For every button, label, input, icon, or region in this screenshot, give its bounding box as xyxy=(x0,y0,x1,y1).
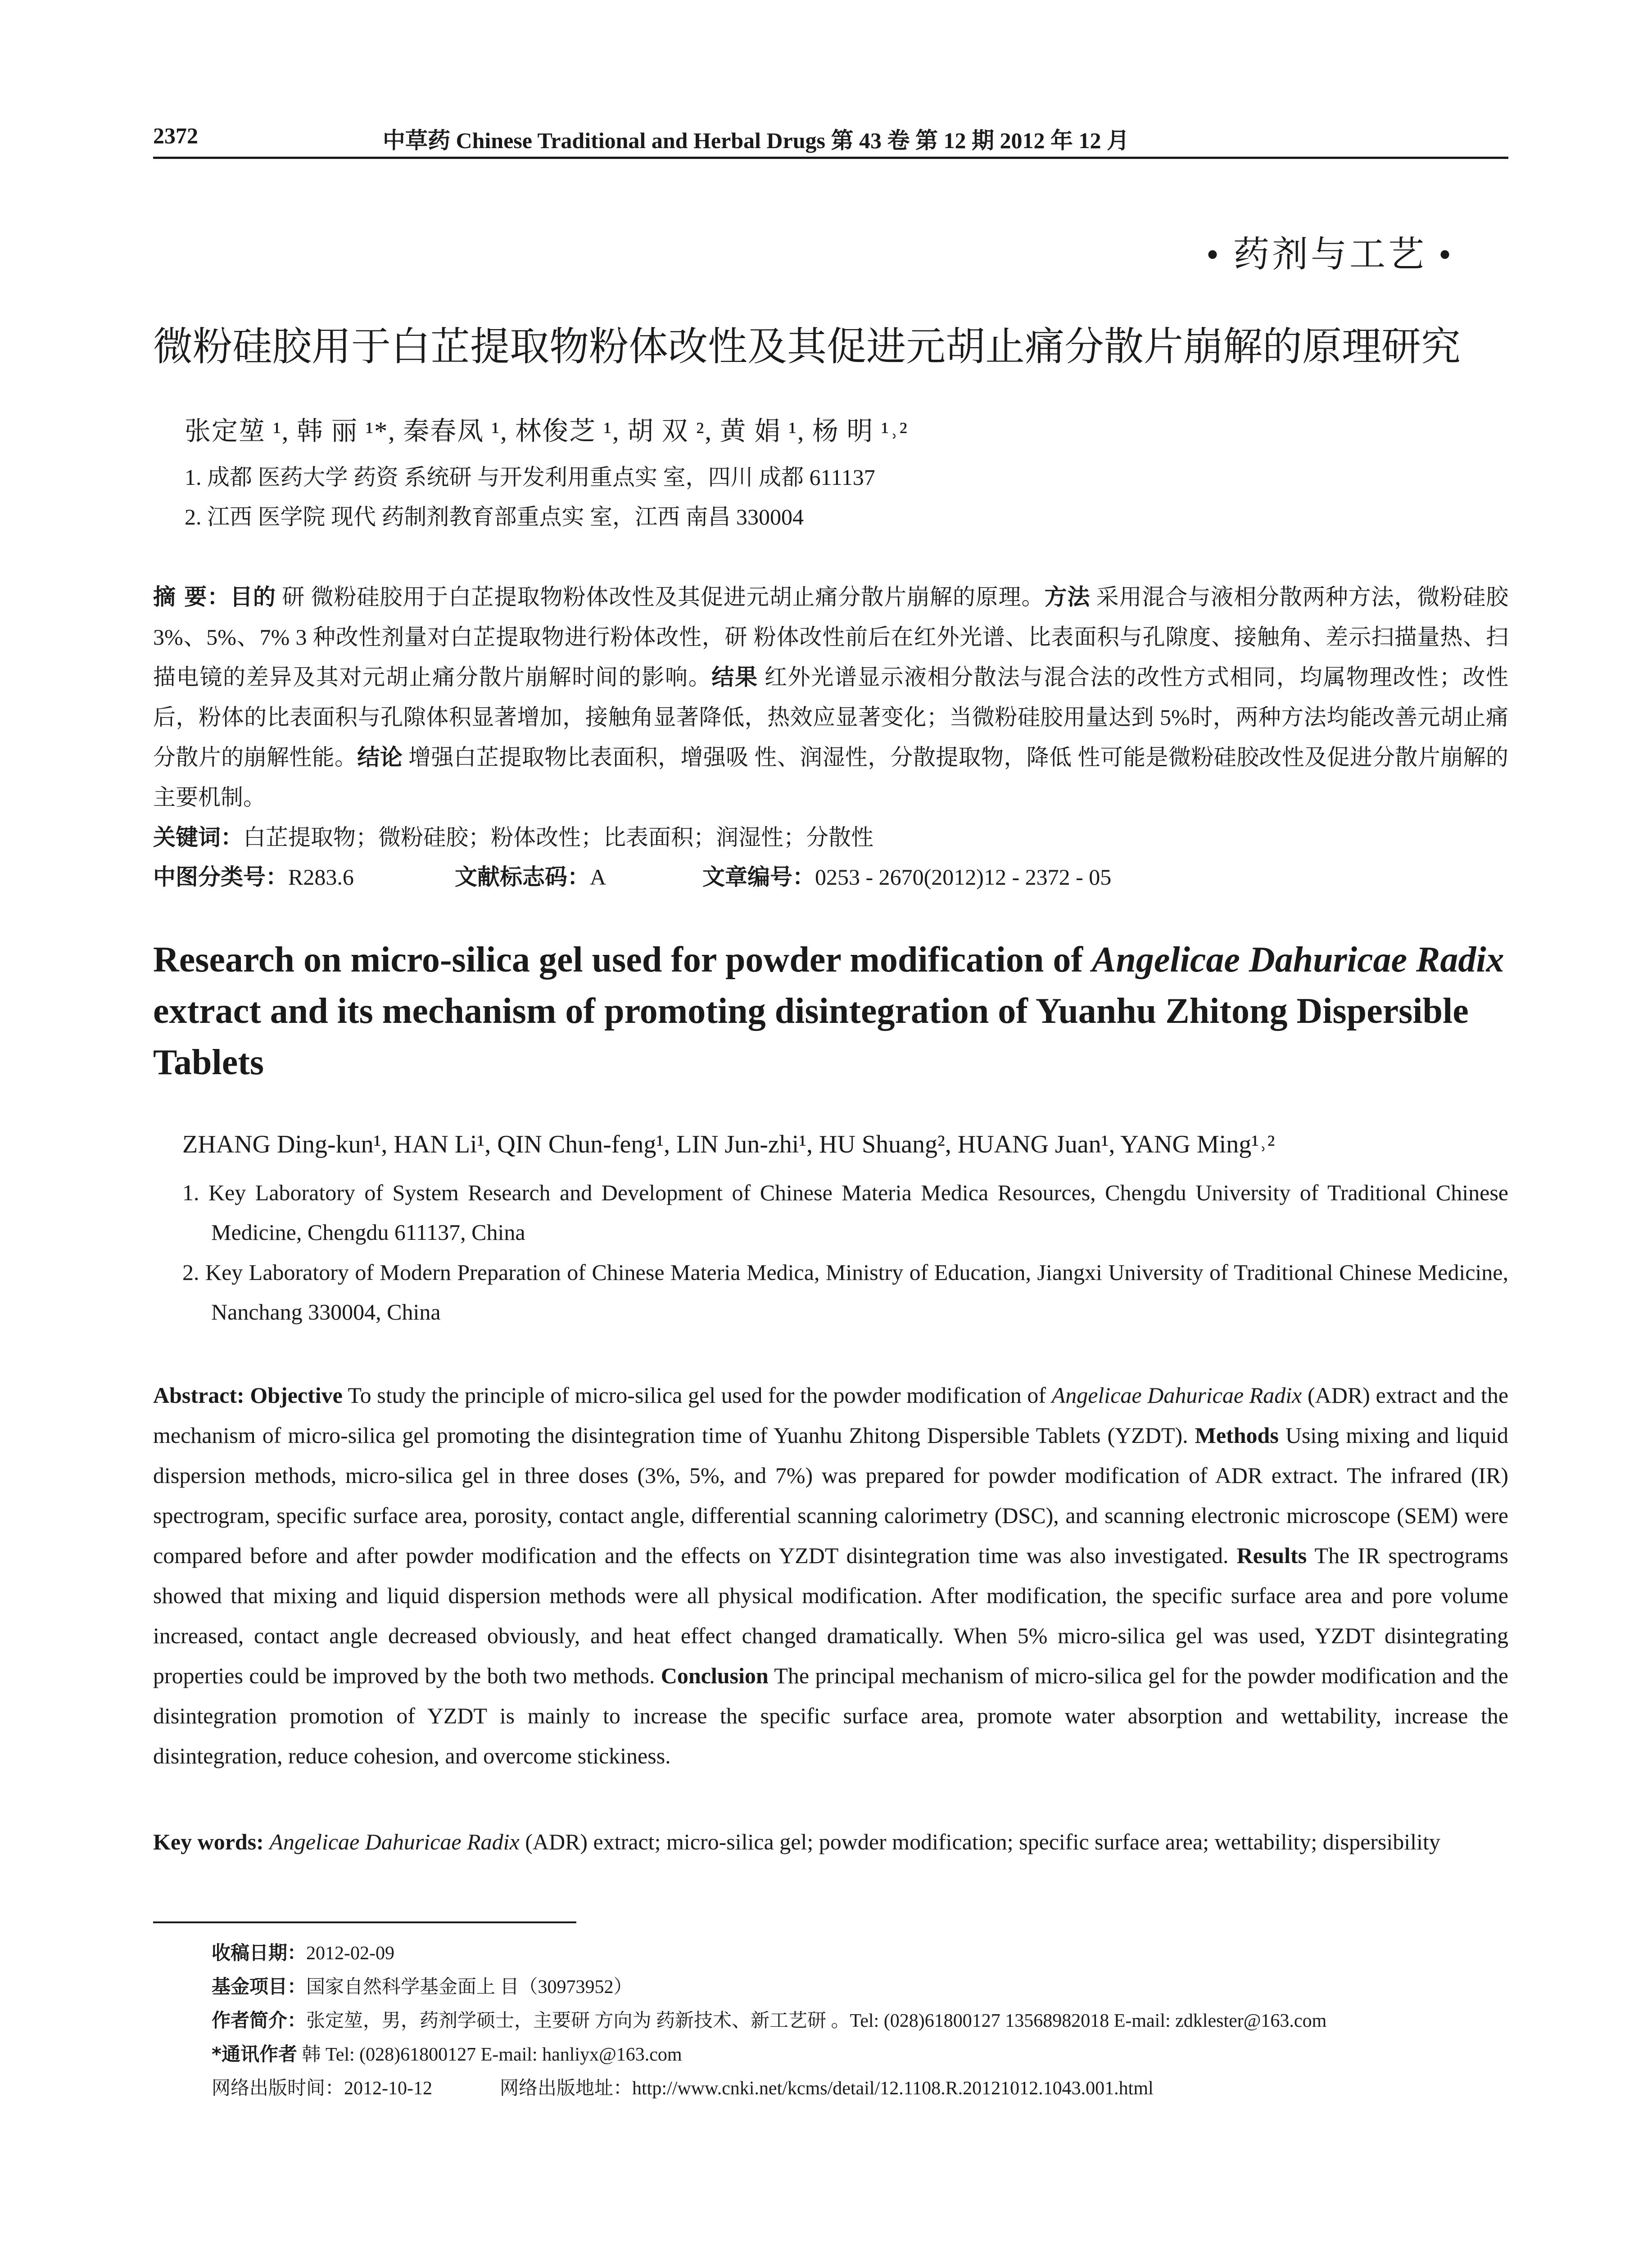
cn-affiliation-1: 1. 成都 医药大学 药资 系统研 与开发利用重点实 室，四川 成都 611137 xyxy=(185,465,875,490)
footnote-online-time xyxy=(212,2073,432,2100)
en-keywords xyxy=(153,1822,1508,1862)
online-time-label: 网络出版时间： xyxy=(212,2078,344,2099)
cn-objective-label: 目的 xyxy=(230,584,276,610)
en-abstract xyxy=(153,1375,1508,1776)
received-label: 收稿日期： xyxy=(212,1942,307,1964)
article-number xyxy=(702,859,1111,891)
en-objective-text-a: To study the principle of micro-silica gel used for the powder modification of xyxy=(342,1383,1052,1408)
en-affiliation-2: 2. Key Laboratory of Modern Preparation of Chinese Materia Medica, Ministry of Education, Jiangxi University of Traditional Chinese Medicine, Nanchang 330004, China xyxy=(182,1260,1508,1324)
en-methods-text: Using mixing and liquid dispersion methods, micro-silica gel in three doses (3%, 5%, and 7%) was prepared for powder modification of ADR extract. The infrared (IR) spectrogram, specific surface area, porosity, contact angle, differential scanning calorimetry (DSC), and scanning electronic microscope (SEM) were compared before and after powder modification and the effects on YZDT disintegration time was also investigated. xyxy=(153,1423,1508,1568)
footnote-author-bio xyxy=(212,2006,1326,2033)
en-authors: ZHANG Ding-kun¹, HAN Li¹, QIN Chun-feng¹, LIN Jun-zhi¹, HU Shuang², HUANG Juan¹, YANG Ming¹˒² xyxy=(182,1130,1275,1158)
article-number-label: 文章编号： xyxy=(702,864,815,890)
cn-keywords-text: 白芷提取物；微粉硅胶；粉体改性；比表面积；润湿性；分散性 xyxy=(243,825,874,850)
author-bio-label: 作者简介： xyxy=(212,2009,307,2031)
en-title-part2: extract and its mechanism of promoting disintegration of Yuanhu Zhitong Dispersible Tablets xyxy=(153,991,1469,1082)
en-keywords-label: Key words: xyxy=(153,1829,270,1854)
doc-code-value: A xyxy=(590,864,606,890)
running-header xyxy=(153,122,1508,158)
cn-results-text: 红外光谱显示液相分散法与混合法的改性方式相同，均属物理改性；改性后，粉体的比表面积与孔隙体积显著增加，接触角显著降低，热效应显著变化；当微粉硅胶用量达到 5%时，两种方法均能改善元胡止痛分散片的崩解性能。 xyxy=(153,664,1509,770)
clc-label: 中图分类号： xyxy=(153,864,288,890)
cn-keywords-label: 关键词： xyxy=(153,824,243,850)
received-value: 2012-02-09 xyxy=(306,1943,394,1964)
cn-authors: 张定堃 ¹, 韩 丽 ¹*, 秦春凤 ¹, 林俊芝 ¹, 胡 双 ², 黄 娟 ¹, 杨 明 ¹˒² xyxy=(185,416,908,446)
cn-abstract-label: 摘 要： xyxy=(153,584,231,610)
cn-keywords xyxy=(153,819,874,852)
cn-methods-text: 采用混合与液相分散两种方法，微粉硅胶 3%、5%、7% 3 种改性剂量对白芷提取物进行粉体改性，研 粉体改性前后在红外光谱、比表面积与孔隙度、接触角、差示扫描量热、扫描电镜的差异及其对元胡止痛分散片崩解时间的影响。 xyxy=(153,584,1509,690)
en-conclusion-text: The principal mechanism of micro-silica gel for the powder modification and the disintegration promotion of YZDT is mainly to increase the specific surface area, promote water absorption and wettability, increase the disintegration, reduce cohesion, and overcome stickiness. xyxy=(153,1663,1508,1768)
clc-value: R283.6 xyxy=(288,864,354,890)
en-title xyxy=(153,934,1508,1088)
en-results-text: The IR spectrograms showed that mixing and liquid dispersion methods were all physical modification. After modification, the specific surface area and pore volume increased, contact angle decreased obviously, and heat effect changed dramatically. When 5% micro-silica gel was used, YZDT disintegrating properties could be improved by the both two methods. xyxy=(153,1543,1508,1688)
en-keywords-italic: Angelicae Dahuricae Radix xyxy=(269,1829,520,1854)
cn-title: 微粉硅胶用于白芷提取物粉体改性及其促进元胡止痛分散片崩解的原理研究 xyxy=(153,323,1461,370)
en-affiliation-1: 1. Key Laboratory of System Research and Development of Chinese Materia Medica Resources, Chengdu University of Traditional Chinese Medicine, Chengdu 611137, China xyxy=(182,1180,1508,1245)
footnote-fund xyxy=(212,1972,633,1999)
fund-label: 基金项目： xyxy=(212,1975,307,1998)
fund-value: 国家自然科学基金面上 目（30973952） xyxy=(306,1977,633,1998)
cn-methods-label: 方法 xyxy=(1044,584,1091,610)
corresponding-label: *通讯作者 xyxy=(212,2043,297,2065)
cn-objective-text: 研 微粉硅胶用于白芷提取物粉体改性及其促进元胡止痛分散片崩解的原理。 xyxy=(276,584,1045,610)
online-time-value: 2012-10-12 xyxy=(344,2078,432,2099)
en-objective-italic: Angelicae Dahuricae Radix xyxy=(1051,1383,1302,1408)
header-rule xyxy=(153,157,1508,159)
page-number: 2372 xyxy=(153,123,198,148)
footnote-rule xyxy=(153,1921,576,1923)
cn-conclusion-text: 增强白芷提取物比表面积，增强吸 性、润湿性，分散提取物，降低 性可能是微粉硅胶改性及促进分散片崩解的主要机制。 xyxy=(153,745,1509,810)
cn-classification xyxy=(153,859,354,891)
footnote-received xyxy=(212,1938,394,1965)
author-bio-value: 张定堃，男，药剂学硕士，主要研 方向为 药新技术、新工艺研 。Tel: (028)61800127 13568982018 E-mail: zdklester@163.com xyxy=(306,2011,1327,2031)
corresponding-value: 韩 Tel: (028)61800127 E-mail: hanliyx@163.com xyxy=(297,2044,682,2065)
en-methods-label: Methods xyxy=(1195,1423,1279,1448)
en-conclusion-label: Conclusion xyxy=(661,1663,769,1688)
en-results-label: Results xyxy=(1236,1543,1307,1568)
online-url-value[interactable]: http://www.cnki.net/kcms/detail/12.1108.R.20121012.1043.001.html xyxy=(632,2078,1154,2099)
en-objective-text-b: (ADR) extract and the mechanism of micro-silica gel promoting the disintegration time of Yuanhu Zhitong Dispersible Tablets (YZDT). xyxy=(153,1383,1509,1448)
doc-code xyxy=(455,859,606,891)
online-url-label: 网络出版地址： xyxy=(500,2078,633,2099)
en-objective-label: Objective xyxy=(250,1383,343,1408)
en-keywords-text: (ADR) extract; micro-silica gel; powder modification; specific surface area; wettability; dispersibility xyxy=(519,1829,1440,1854)
en-title-part1: Research on micro-silica gel used for powder modification of xyxy=(153,940,1092,980)
footnote-corresponding xyxy=(212,2039,682,2066)
section-tag: • 药剂与工艺 • xyxy=(1206,235,1454,275)
en-abstract-label: Abstract: xyxy=(153,1383,250,1408)
cn-results-label: 结果 xyxy=(711,664,758,690)
doc-code-label: 文献标志码： xyxy=(455,864,590,890)
cn-conclusion-label: 结论 xyxy=(357,744,403,770)
journal-title: 中草药 Chinese Traditional and Herbal Drugs 第 43 卷 第 12 期 2012 年 12 月 xyxy=(383,128,1129,153)
footnote-online-url xyxy=(500,2073,1154,2100)
cn-abstract xyxy=(153,577,1508,818)
cn-affiliation-2: 2. 江西 医学院 现代 药制剂教育部重点实 室，江西 南昌 330004 xyxy=(185,504,804,529)
article-number-value: 0253 - 2670(2012)12 - 2372 - 05 xyxy=(815,864,1112,890)
en-title-italic: Angelicae Dahuricae Radix xyxy=(1092,940,1504,980)
